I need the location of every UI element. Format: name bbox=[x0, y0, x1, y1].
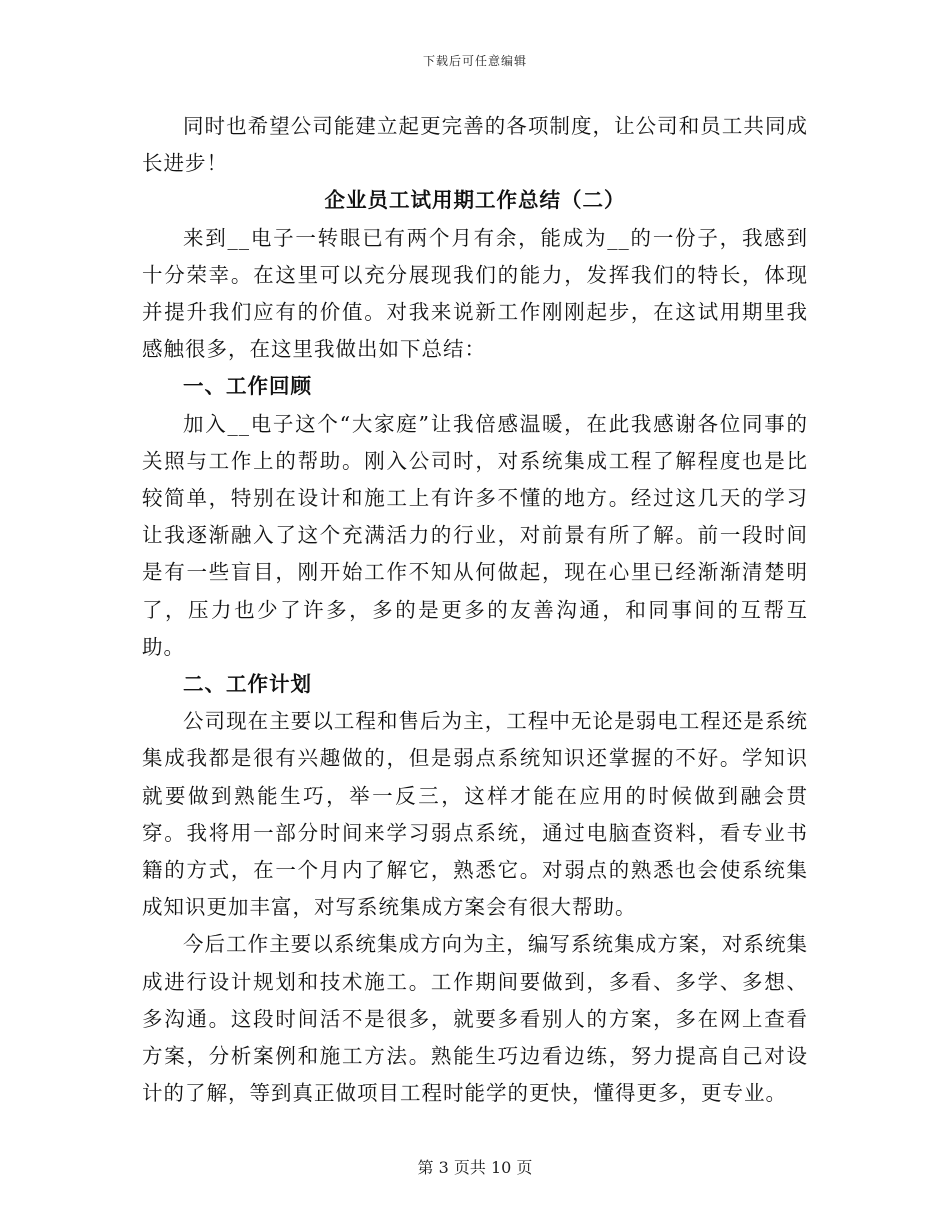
document-body bbox=[142, 108, 808, 1112]
page-header: 下载后可任意编辑 bbox=[422, 54, 527, 68]
page-footer: 第 3 页共 10 页 bbox=[417, 1158, 533, 1177]
section-title: 企业员工试用期工作总结（二） bbox=[324, 188, 626, 213]
intro-paragraph: 同时也希望公司能建立起更完善的各项制度，让公司和员工共同成长进步！ bbox=[142, 114, 808, 176]
heading-work-plan: 二、工作计划 bbox=[183, 672, 312, 697]
paragraph-2: 加入__电子这个“大家庭”让我倍感温暖，在此我感谢各位同事的关照与工作上的帮助。刚入公司时，对系统集成工程了解程度也是比较简单，特别在设计和施工上有许多不懂的地方。经过这几天的学习让我逐渐融入了这个充满活力的行业，对前景有所了解。前一段时间是有一些盲目，刚开始工作不知从何做起，现在心里已经渐渐清楚明了，压力也少了许多，多的是更多的友善沟通，和同事间的互帮互助。 bbox=[142, 411, 808, 659]
paragraph-4: 今后工作主要以系统集成方向为主，编写系统集成方案，对系统集成进行设计规划和技术施工。工作期间要做到，多看、多学、多想、多沟通。这段时间活不是很多，就要多看别人的方案，多在网上查看方案，分析案例和施工方法。熟能生巧边看边练，努力提高自己对设计的了解，等到真正做项目工程时能学的更快，懂得更多，更专业。 bbox=[142, 932, 808, 1106]
heading-work-review: 一、工作回顾 bbox=[183, 374, 312, 399]
paragraph-1: 来到__电子一转眼已有两个月有余，能成为__的一份子，我感到十分荣幸。在这里可以充分展现我们的能力，发挥我们的特长，体现并提升我们应有的价值。对我来说新工作刚刚起步，在这试用期里我感触很多，在这里我做出如下总结： bbox=[142, 225, 808, 362]
paragraph-3: 公司现在主要以工程和售后为主，工程中无论是弱电工程还是系统集成我都是很有兴趣做的，但是弱点系统知识还掌握的不好。学知识就要做到熟能生巧，举一反三，这样才能在应用的时候做到融会贯穿。我将用一部分时间来学习弱点系统，通过电脑查资料，看专业书籍的方式，在一个月内了解它，熟悉它。对弱点的熟悉也会使系统集成知识更加丰富，对写系统集成方案会有很大帮助。 bbox=[142, 709, 808, 920]
